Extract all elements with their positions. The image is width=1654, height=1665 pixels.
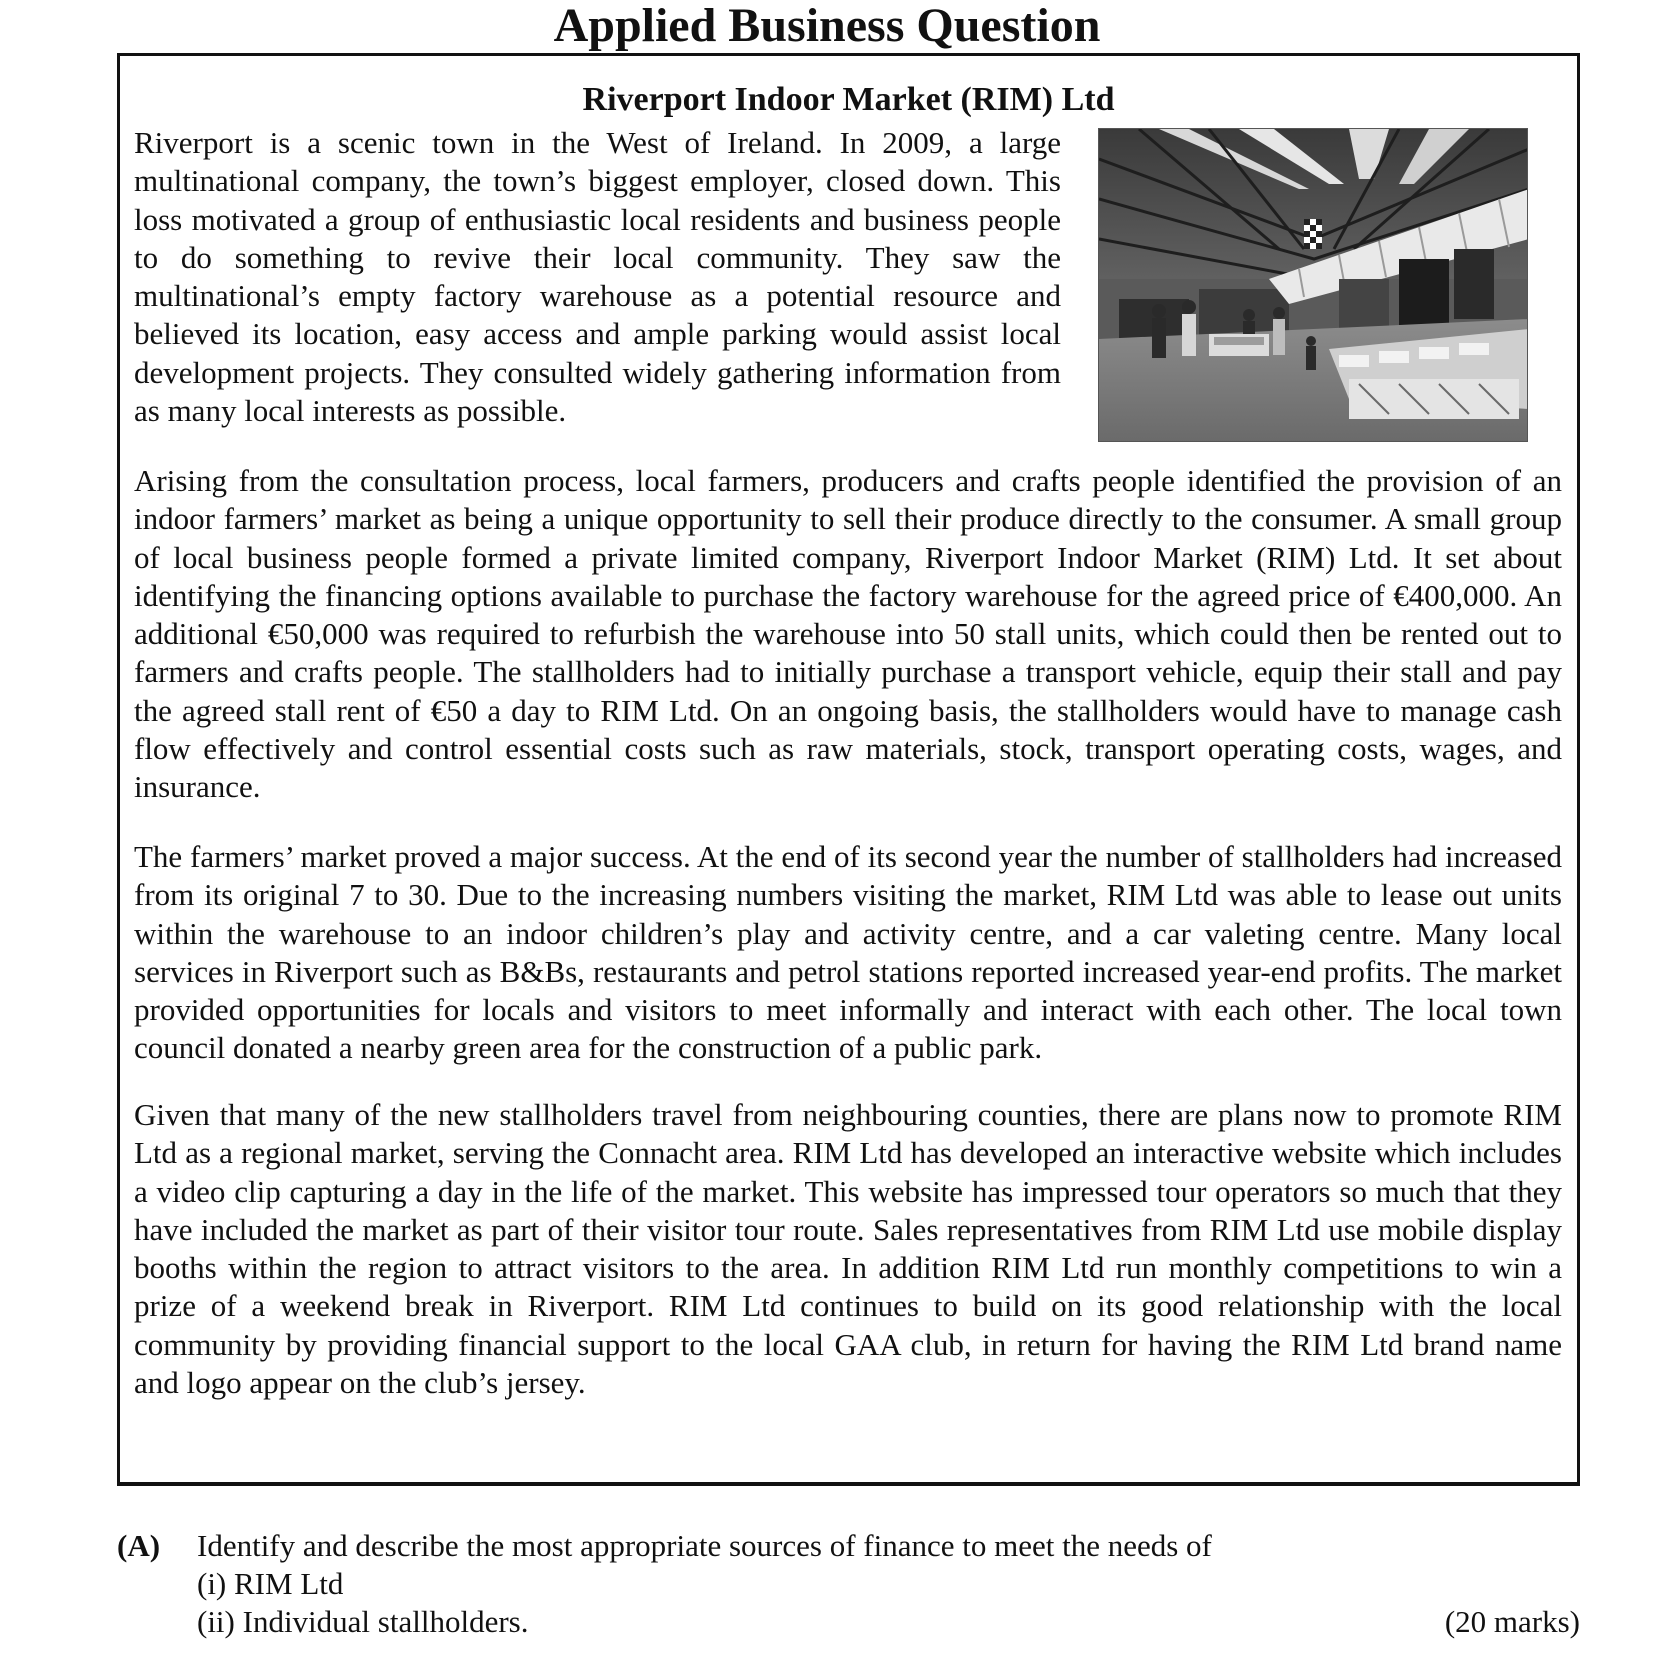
case-study-title: Riverport Indoor Market (RIM) Ltd bbox=[582, 81, 1115, 118]
case-paragraph-2: Arising from the consultation process, local farmers, producers and crafts people identified the provision of an indoor farmers’ market as being a unique opportunity to sell their produce directly to the consumer. A small group of local business people formed a private limited company, Riverport Indoor Market (RIM) Ltd. It set about identifying the financing options available to purchase the factory warehouse for the agreed price of €400,000. An additional €50,000 was required to refurbish the warehouse into 50 stall units, which could then be rented out to farmers and crafts people. The stallholders had to initially purchase a transport vehicle, equip their stall and pay the agreed stall rent of €50 a day to RIM Ltd. On an ongoing basis, the stallholders would have to manage cash flow effectively and control essential costs such as raw materials, stock, transport operating costs, wages, and insurance. bbox=[134, 463, 1562, 805]
question-marks: (20 marks) bbox=[1444, 1604, 1580, 1639]
indoor-market-photo bbox=[1098, 128, 1528, 442]
question-label: (A) bbox=[117, 1528, 161, 1563]
page-title: Applied Business Question bbox=[553, 0, 1101, 52]
case-paragraph-3: The farmers’ market proved a major success. At the end of its second year the number of stallholders had increased from its original 7 to 30. Due to the increasing numbers visiting the market, RIM Ltd was able to lease out units within the warehouse to an indoor children’s play and activity centre, and a car valeting centre. Many local services in Riverport such as B&Bs, restaurants and petrol stations reported increased year-end profits. The market provided opportunities for locals and visitors to meet informally and interact with each other. The local town council donated a nearby green area for the construction of a public park. bbox=[134, 839, 1562, 1066]
question-part-ii: (ii) Individual stallholders. bbox=[197, 1604, 529, 1639]
case-study-box bbox=[117, 53, 1580, 1486]
question-text: Identify and describe the most appropriate sources of finance to meet the needs of bbox=[197, 1528, 1212, 1563]
case-paragraph-4: Given that many of the new stallholders travel from neighbouring counties, there are plans now to promote RIM Ltd as a regional market, serving the Connacht area. RIM Ltd has developed an interactive website which includes a video clip capturing a day in the life of the market. This website has impressed tour operators so much that they have included the market as part of their visitor tour route. Sales representatives from RIM Ltd use mobile display booths within the region to attract visitors to the area. In addition RIM Ltd run monthly competitions to win a prize of a weekend break in Riverport. RIM Ltd continues to build on its good relationship with the local community by providing financial support to the local GAA club, in return for having the RIM Ltd brand name and logo appear on the club’s jersey. bbox=[134, 1097, 1562, 1401]
case-paragraph-1: Riverport is a scenic town in the West of Ireland. In 2009, a large multinational company, the town’s biggest employer, closed down. This loss motivated a group of enthusiastic local residents and business people to do something to revive their local community. They saw the multinational’s empty factory warehouse as a potential resource and believed its location, easy access and ample parking would assist local development projects. They consulted widely gathering information from as many local interests as possible. bbox=[134, 125, 1061, 429]
question-part-i: (i) RIM Ltd bbox=[197, 1566, 344, 1601]
